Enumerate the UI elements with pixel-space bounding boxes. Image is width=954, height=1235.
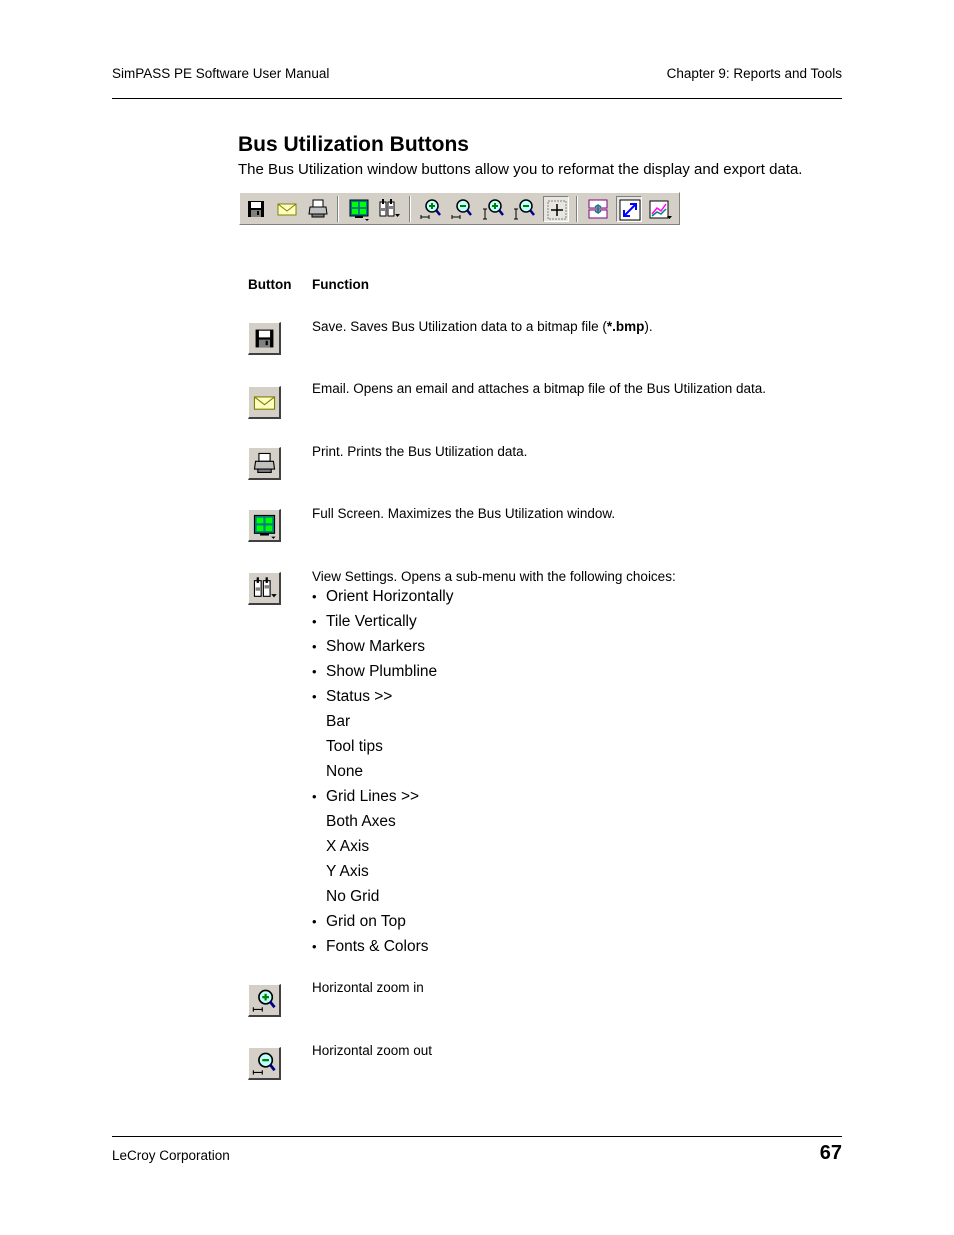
running-header-chapter: Chapter 9: Reports and Tools: [666, 66, 842, 81]
list-item: • Tile Vertically: [312, 611, 454, 636]
view-settings-icon: [248, 572, 281, 605]
resize-icon[interactable]: [616, 196, 642, 222]
email-icon: [248, 386, 281, 419]
tile-icon[interactable]: [585, 196, 611, 222]
function-description-horizontal-zoom-in: Horizontal zoom in: [312, 980, 424, 995]
list-subitem: No Grid: [326, 888, 380, 905]
toolbar-separator: [337, 196, 339, 222]
bus-utilization-toolbar: [239, 192, 680, 225]
email-icon[interactable]: [274, 196, 300, 222]
print-icon: [248, 447, 281, 480]
full-screen-icon[interactable]: [346, 196, 372, 222]
list-item: • Grid Lines >>: [312, 786, 454, 811]
column-header-button: Button: [248, 277, 292, 292]
list-subitem: Bar: [326, 713, 351, 730]
list-item: • Fonts & Colors: [312, 936, 454, 961]
function-description-print: Print. Prints the Bus Utilization data.: [312, 444, 528, 459]
horizontal-zoom-in-icon: [248, 984, 281, 1017]
function-description-horizontal-zoom-out: Horizontal zoom out: [312, 1043, 433, 1058]
function-description-full-screen: Full Screen. Maximizes the Bus Utilization window.: [312, 506, 616, 521]
print-icon[interactable]: [305, 196, 331, 222]
list-subitem: Tool tips: [326, 738, 383, 755]
chart-settings-icon[interactable]: [647, 196, 673, 222]
function-description-email: Email. Opens an email and attaches a bitmap file of the Bus Utilization data.: [312, 381, 766, 396]
list-subitem: X Axis: [326, 838, 370, 855]
footer-company: LeCroy Corporation: [112, 1148, 230, 1163]
list-item: • Status >>: [312, 686, 454, 711]
function-description-view-settings: View Settings. Opens a sub-menu with the following choices:: [312, 569, 676, 584]
full-screen-icon: [248, 509, 281, 542]
toolbar-separator: [409, 196, 411, 222]
save-icon: [248, 322, 281, 355]
column-header-function: Function: [312, 277, 369, 292]
list-item: • Show Markers: [312, 636, 454, 661]
view-settings-icon[interactable]: [376, 196, 402, 222]
function-description-save: Save. Saves Bus Utilization data to a bitmap file (*.bmp).: [312, 319, 653, 334]
save-icon[interactable]: [243, 196, 269, 222]
list-subitem: Y Axis: [326, 863, 369, 880]
view-settings-choices: [312, 586, 454, 961]
horizontal-zoom-out-icon[interactable]: [449, 196, 475, 222]
list-subitem: None: [326, 763, 364, 780]
section-title: Bus Utilization Buttons: [238, 133, 469, 156]
page-number: 67: [819, 1142, 842, 1164]
crosshair-icon[interactable]: [543, 196, 569, 222]
running-header-title: SimPASS PE Software User Manual: [112, 66, 330, 81]
horizontal-zoom-in-icon[interactable]: [418, 196, 444, 222]
list-item: • Grid on Top: [312, 911, 454, 936]
footer-rule: [112, 1136, 842, 1137]
vertical-zoom-in-icon[interactable]: [480, 196, 506, 222]
list-subitem: Both Axes: [326, 813, 396, 830]
list-item: • Orient Horizontally: [312, 586, 454, 611]
toolbar-separator: [576, 196, 578, 222]
header-rule: [112, 98, 842, 99]
vertical-zoom-out-icon[interactable]: [511, 196, 537, 222]
list-item: • Show Plumbline: [312, 661, 454, 686]
section-intro: The Bus Utilization window buttons allow you to reformat the display and export data.: [238, 161, 803, 178]
horizontal-zoom-out-icon: [248, 1047, 281, 1080]
